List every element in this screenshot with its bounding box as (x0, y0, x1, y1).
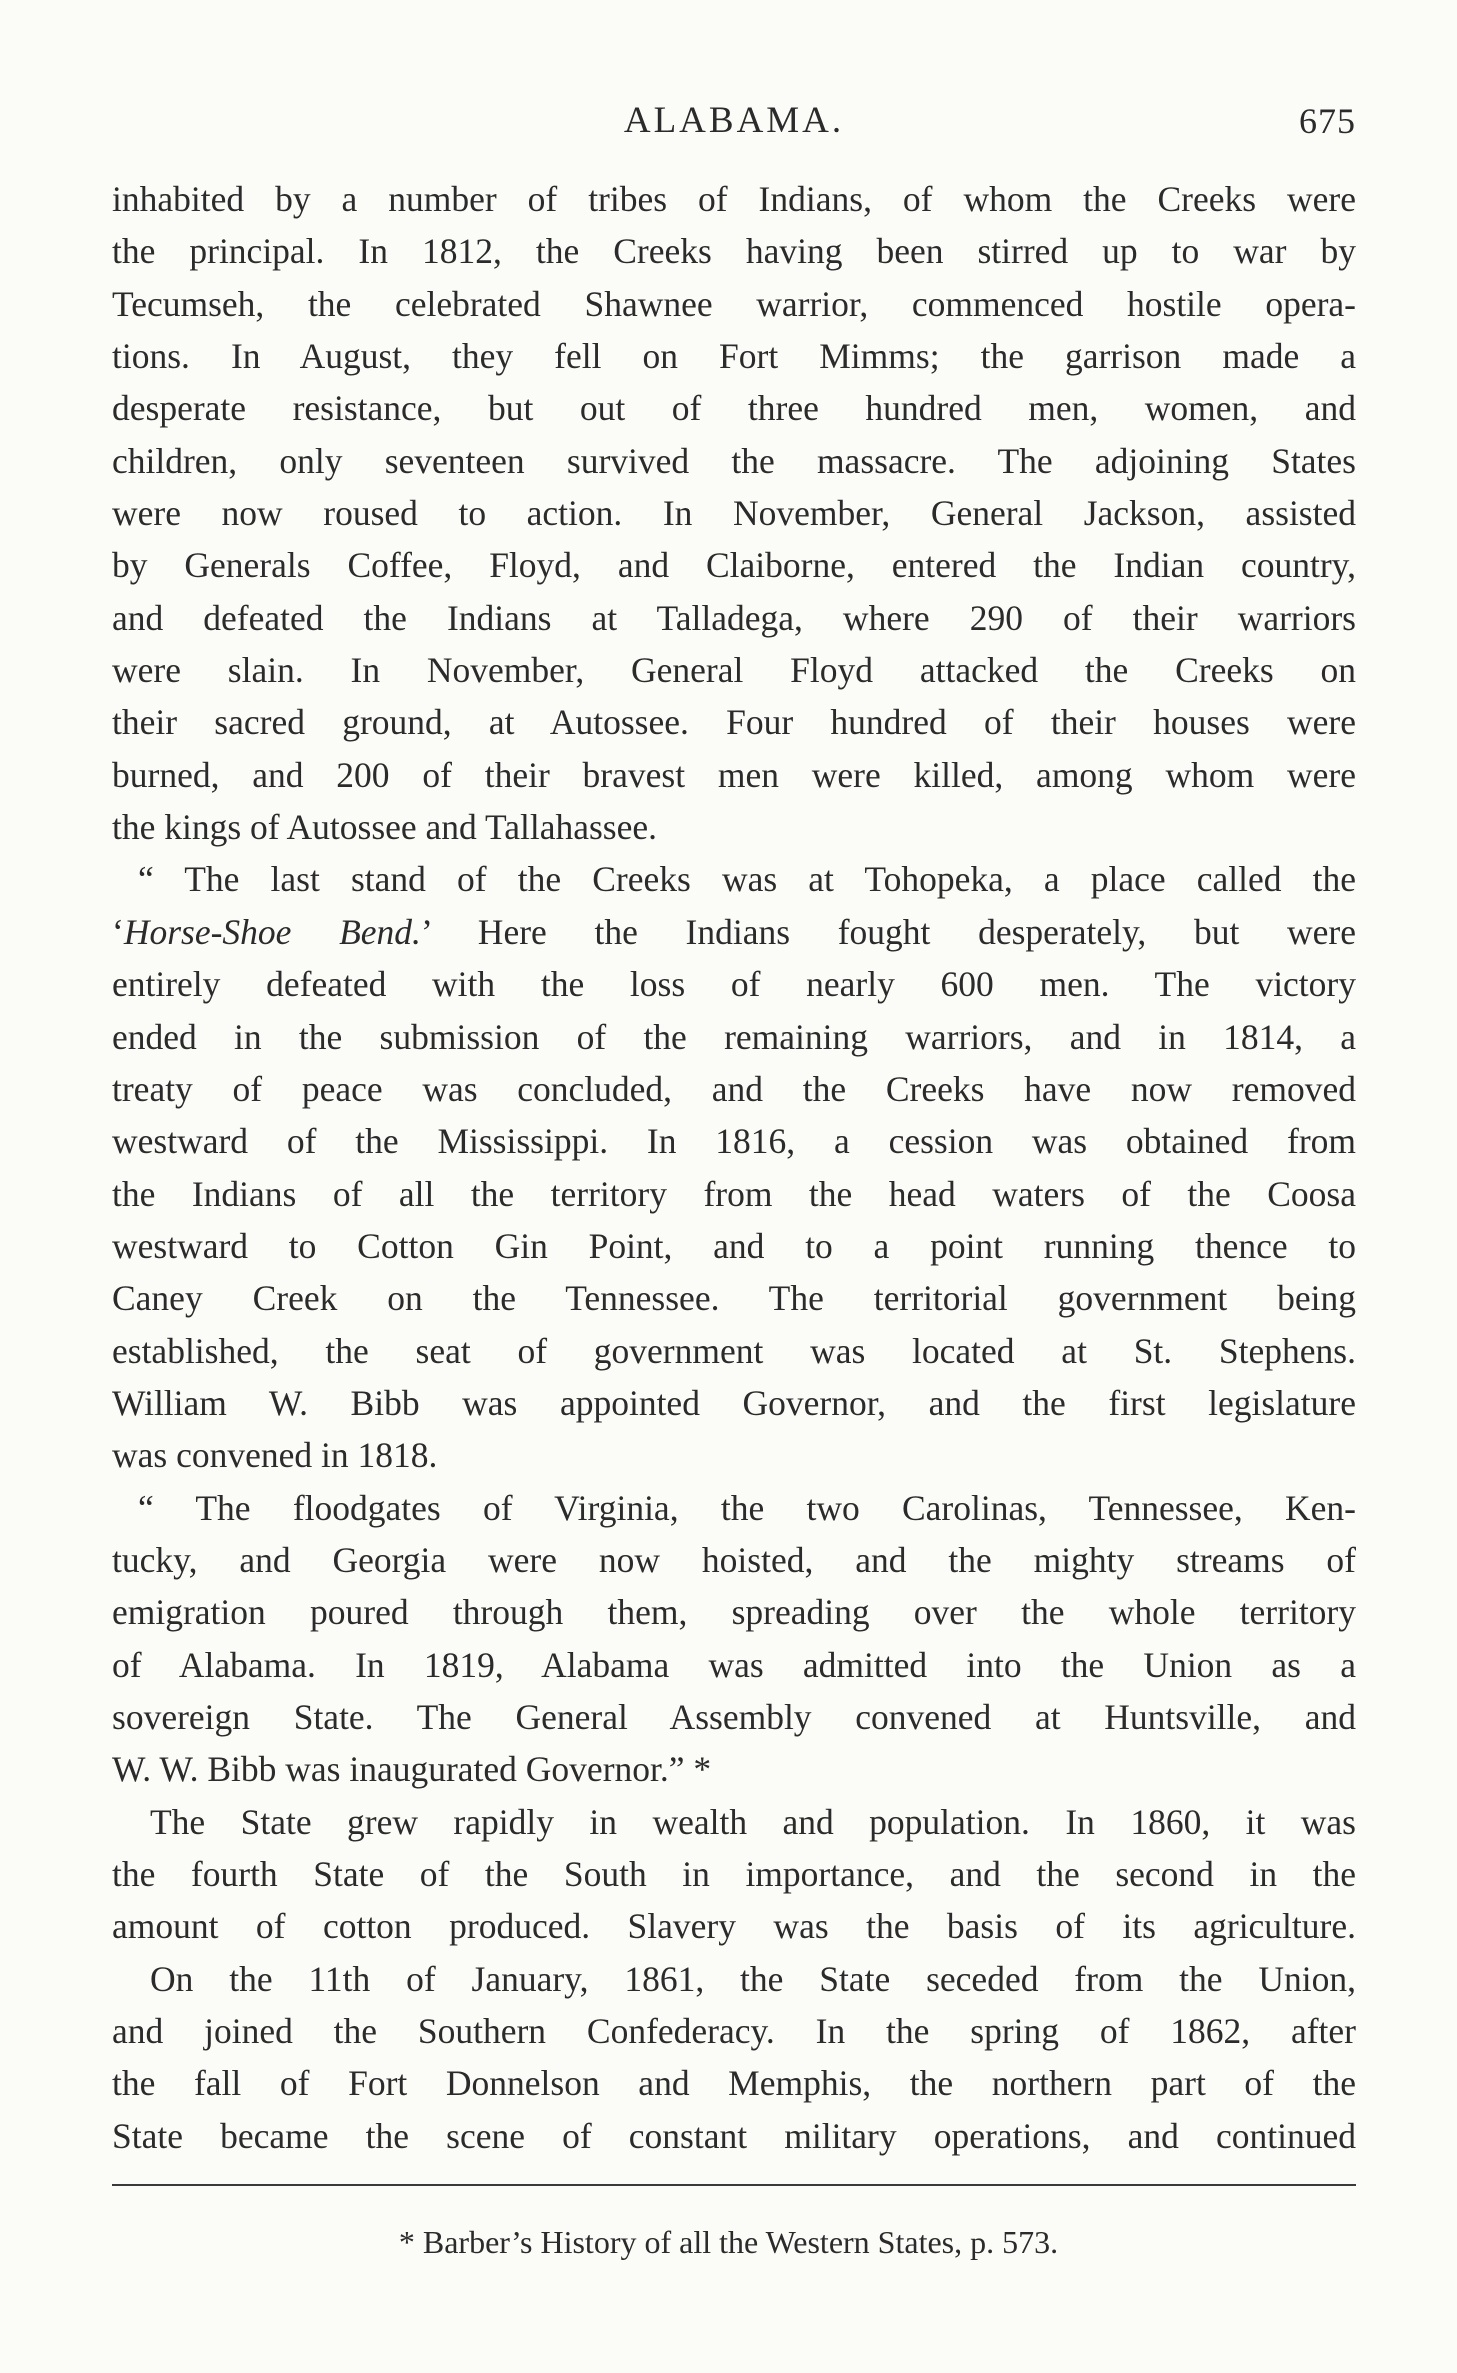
text-line: and joined the Southern Confederacy. In the spring of 1862, after (112, 2011, 1356, 2052)
text-line: of Alabama. In 1819, Alabama was admitted into the Union as a (112, 1644, 1356, 1685)
italic-phrase: Horse-Shoe Bend. (123, 911, 421, 952)
text-line: the fourth State of the South in importance, and the second in the (112, 1854, 1356, 1894)
text-line: the Indians of all the territory from the head waters of the Coosa (112, 1173, 1356, 1214)
text-line: inhabited by a number of tribes of Indians, of whom the Creeks were (112, 179, 1356, 219)
text-line: were slain. In November, General Floyd attacked the Creeks on (112, 650, 1356, 691)
text-line: burned, and 200 of their bravest men were killed, among whom were (112, 754, 1356, 795)
text-line: the principal. In 1812, the Creeks having been stirred up to war by (112, 231, 1356, 272)
open-quote: ‘ (112, 911, 124, 952)
text-line: the kings of Autossee and Tallahassee. (112, 807, 658, 848)
text-line: tucky, and Georgia were now hoisted, and the mighty streams of (112, 1539, 1356, 1580)
text-line: and defeated the Indians at Talladega, where 290 of their warriors (112, 597, 1356, 638)
body-text (112, 173, 1356, 2162)
text-line: treaty of peace was concluded, and the Creeks have now removed (112, 1068, 1356, 1109)
text-line: The State grew rapidly in wealth and population. In 1860, it was (150, 1801, 1356, 1842)
text-line: State became the scene of constant military operations, and continued (112, 2115, 1356, 2156)
text-line: William W. Bibb was appointed Governor, and the first legislature (112, 1382, 1356, 1423)
text-line: entirely defeated with the loss of nearly 600 men. The victory (112, 964, 1356, 1005)
text-line: desperate resistance, but out of three hundred men, women, and (112, 388, 1356, 429)
running-head (112, 96, 1356, 146)
text-line: westward to Cotton Gin Point, and to a point running thence to (112, 1225, 1356, 1266)
text-line: Tecumseh, the celebrated Shawnee warrior, commenced hostile opera- (112, 283, 1356, 324)
text-line: their sacred ground, at Autossee. Four hundred of their houses were (112, 702, 1356, 743)
page-number: 675 (1299, 101, 1356, 141)
text-line: emigration poured through them, spreading over the whole territory (112, 1592, 1356, 1633)
text-line: established, the seat of government was located at St. Stephens. (112, 1330, 1356, 1371)
text-line: westward of the Mississippi. In 1816, a cession was obtained from (112, 1121, 1356, 1162)
text-line: “ The last stand of the Creeks was at Tohopeka, a place called the (138, 859, 1356, 900)
running-title: ALABAMA. (623, 100, 845, 141)
text-line: were now roused to action. In November, General Jackson, assisted (112, 493, 1356, 534)
text-line: W. W. Bibb was inaugurated Governor.” * (112, 1749, 712, 1790)
footnote: * Barber’s History of all the Western States, p. 573. (398, 2224, 1059, 2260)
text-line: by Generals Coffee, Floyd, and Claiborne, entered the Indian country, (112, 545, 1356, 586)
text-line: the fall of Fort Donnelson and Memphis, the northern part of the (112, 2063, 1356, 2104)
footnote-divider (112, 2184, 1356, 2186)
text-line: tions. In August, they fell on Fort Mimms; the garrison made a (112, 336, 1356, 377)
text-line: On the 11th of January, 1861, the State seceded from the Union, (150, 1958, 1356, 1999)
text-line: “ The floodgates of Virginia, the two Carolinas, Tennessee, Ken- (138, 1487, 1356, 1528)
text-line: Caney Creek on the Tennessee. The territorial government being (112, 1278, 1356, 1319)
text-line-italic (112, 906, 1356, 958)
text-line: children, only seventeen survived the massacre. The adjoining States (112, 440, 1356, 481)
line-remainder: ’ Here the Indians fought desperately, but were (420, 911, 1357, 952)
text-line: amount of cotton produced. Slavery was the basis of its agriculture. (112, 1906, 1356, 1947)
text-line: ended in the submission of the remaining warriors, and in 1814, a (112, 1016, 1356, 1057)
text-line: sovereign State. The General Assembly convened at Huntsville, and (112, 1696, 1356, 1737)
text-line: was convened in 1818. (112, 1435, 438, 1476)
